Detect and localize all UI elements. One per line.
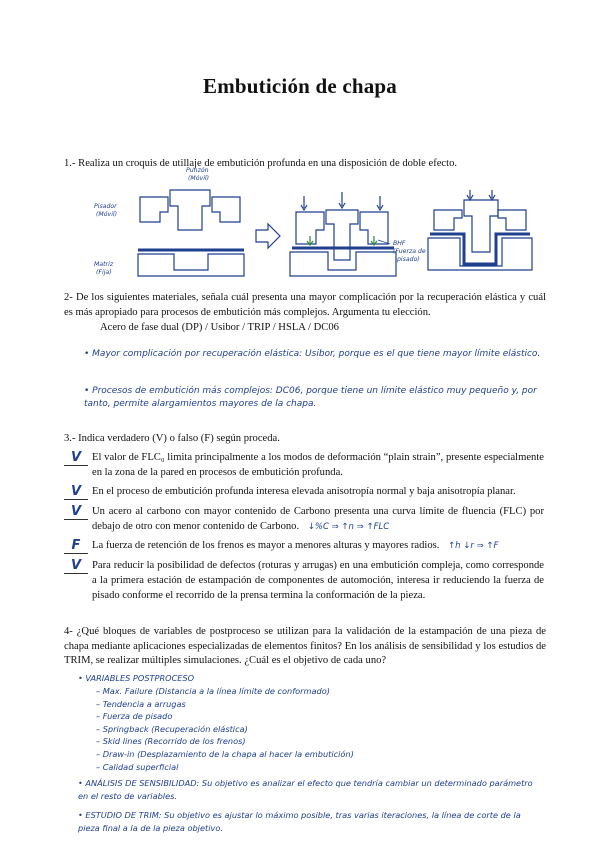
list-item: – Draw-in (Desplazamiento de la chapa al hacer la embutición) bbox=[96, 748, 354, 759]
label-matriz-sub: (Fija) bbox=[96, 269, 112, 276]
variables-heading: • VARIABLES POSTPROCESO bbox=[78, 673, 195, 683]
tf-text-body: Un acero al carbono con mayor contenido de Carbono presenta una curva límite de fluencia (FLC) por debajo de otro con menor contenido de Carbono. bbox=[92, 506, 544, 532]
tf-mark: V bbox=[64, 559, 88, 574]
list-item: – Skid lines (Recorrido de los frenos) bbox=[96, 736, 246, 747]
tf-mark: V bbox=[64, 505, 88, 520]
sensitivity-answer: • ANÁLISIS DE SENSIBILIDAD: Su objetivo es analizar el efecto que tendría cambiar un determinado parámetro en el resto de variables. bbox=[78, 778, 533, 801]
tf-note: ↓%C ⇒ ↑n ⇒ ↑FLC bbox=[307, 521, 390, 532]
list-item: – Fuerza de pisado bbox=[96, 711, 173, 722]
label-pisador-sub: (Móvil) bbox=[96, 211, 118, 218]
tf-mark: V bbox=[64, 485, 88, 500]
list-item: – Max. Failure (Distancia a la línea límite de conformado) bbox=[96, 686, 330, 696]
label-punzon: Punzón bbox=[186, 167, 209, 174]
label-pisador: Pisador bbox=[94, 203, 117, 210]
question-1: 1.- Realiza un croquis de utillaje de embutición profunda en una disposición de doble efecto. bbox=[64, 158, 458, 169]
tf-text: El valor de FLC₀ limita principalmente a los modos de deformación “plain strain”, presente especialmente en la zona de la pared en procesos de embutición profunda. bbox=[92, 452, 544, 478]
tf-text bbox=[92, 505, 544, 534]
trim-answer: • ESTUDIO DE TRIM: Su objetivo es ajustar lo máximo posible, tras varias iteraciones, la línea de corte de la pieza final a la de la pieza objetivo. bbox=[78, 810, 521, 833]
tf-text: En el proceso de embutición profunda interesa elevada anisotropía normal y baja anisotropía planar. bbox=[92, 486, 516, 498]
tf-mark: F bbox=[64, 539, 88, 554]
tf-text: Para reducir la posibilidad de defectos (roturas y arrugas) en una embutición compleja, como corresponde a la primera estación de estampación de componentes de automoción, interesa ir reduciendo la fuerza de pisado conforme el recorrido de la prensa termina la conformación de la pieza. bbox=[92, 560, 544, 601]
tf-text bbox=[92, 539, 544, 554]
double-action-drawing-sketch bbox=[78, 170, 548, 286]
page-title: Embutición de chapa bbox=[203, 74, 397, 98]
question-2-materials: Acero de fase dual (DP) / Usibor / TRIP / HSLA / DC06 bbox=[100, 322, 339, 333]
tf-item bbox=[64, 539, 544, 554]
label-bhf-sub2: pisado) bbox=[397, 256, 420, 263]
tf-mark: V bbox=[64, 451, 88, 466]
question-4: 4- ¿Qué bloques de variables de postproceso se utilizan para la validación de la estampación de una pieza de chapa mediante aplicaciones especializadas de elementos finitos? En los análisis de sensibilidad y los estudios de TRIM, se realizar múltiples simulaciones. ¿Cuál es el objetivo de cada uno? bbox=[64, 626, 546, 667]
true-false-list bbox=[64, 451, 544, 603]
tf-item bbox=[64, 559, 544, 603]
label-punzon-sub: (Móvil) bbox=[188, 175, 210, 182]
list-item: – Calidad superficial bbox=[96, 761, 179, 772]
label-bhf-sub1: (Fuerza de bbox=[393, 248, 426, 255]
list-item: – Springback (Recuperación elástica) bbox=[96, 723, 248, 734]
list-item: – Tendencia a arrugas bbox=[96, 698, 186, 709]
answer-2-springback: • Mayor complicación por recuperación elástica: Usibor, porque es el que tiene mayor límite elástico. bbox=[84, 349, 541, 359]
tf-note: ↑h ↓r ⇒ ↑F bbox=[448, 541, 499, 552]
question-3: 3.- Indica verdadero (V) o falso (F) según proceda. bbox=[64, 433, 280, 444]
label-matriz: Matriz bbox=[94, 261, 114, 268]
label-bhf: BHF bbox=[393, 240, 406, 247]
tf-item bbox=[64, 485, 544, 500]
tf-text-body: La fuerza de retención de los frenos es mayor a menores alturas y mayores radios. bbox=[92, 540, 440, 552]
variables-list bbox=[96, 685, 536, 773]
answer-2-complex: • Procesos de embutición más complejos: DC06, porque tiene un límite elástico muy pequeño y, por tanto, permite alargamientos mayores de la chapa. bbox=[84, 386, 537, 409]
tf-item bbox=[64, 451, 544, 480]
tf-item bbox=[64, 505, 544, 534]
question-2: 2- De los siguientes materiales, señala cuál presenta una mayor complicación por la recuperación elástica y cuál es más apropiado para procesos de embutición más complejos. Argumenta tu elección. bbox=[64, 292, 546, 318]
